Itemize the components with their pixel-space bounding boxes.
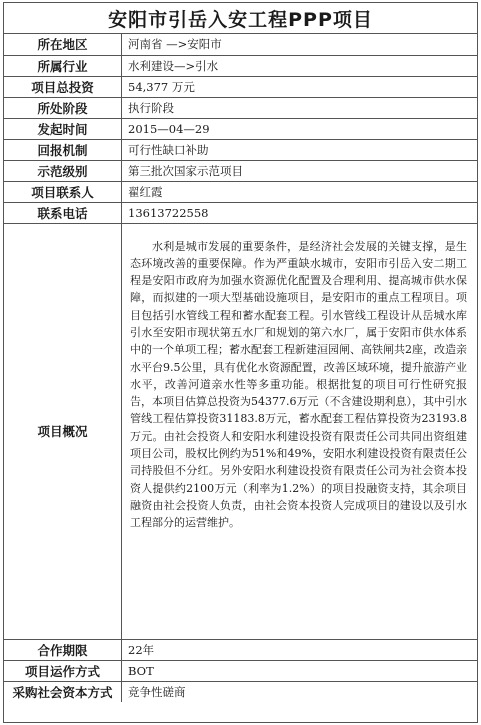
- row-value: BOT: [122, 660, 478, 681]
- overview-cell: [122, 223, 478, 639]
- row-value: 竞争性磋商: [122, 681, 478, 702]
- table-row: [4, 681, 477, 702]
- row-value: 执行阶段: [122, 97, 478, 118]
- row-label: 所在地区: [4, 34, 122, 55]
- row-label: 联系电话: [4, 202, 122, 223]
- row-label: 项目运作方式: [4, 660, 122, 681]
- overview-label: 项目概况: [4, 223, 122, 639]
- table-row: [4, 639, 477, 660]
- project-info-table: [4, 34, 477, 702]
- row-label: 回报机制: [4, 139, 122, 160]
- row-value: 54,377 万元: [122, 76, 478, 97]
- table-row: [4, 660, 477, 681]
- row-value: 可行性缺口补助: [122, 139, 478, 160]
- page-title: 安阳市引岳入安工程PPP项目: [4, 3, 477, 34]
- row-label: 项目联系人: [4, 181, 122, 202]
- row-value: 翟红霞: [122, 181, 478, 202]
- row-value: 河南省 —>安阳市: [122, 34, 478, 55]
- overview-row: [4, 223, 477, 639]
- row-label: 合作期限: [4, 639, 122, 660]
- table-row: [4, 139, 477, 160]
- row-label: 项目总投资: [4, 76, 122, 97]
- table-row: [4, 97, 477, 118]
- row-label: 发起时间: [4, 118, 122, 139]
- row-value: 水利建设—>引水: [122, 55, 478, 76]
- overview-text: 水利是城市发展的重要条件，是经济社会发展的关键支撑，是生态环境改善的重要保障。作为严重缺水城市，安阳市引岳入安二期工程是安阳市政府为加强水资源优化配置及合理利用、提高城市供水保障，而拟建的一项大型基础设施项目，是安阳市的重点工程项目。项目包括引水管线工程和蓄水配套工程。引水管线工程设计从岳城水库引水至安阳市现状第五水厂和规划的第六水厂，属于安阳市供水体系中的一个单项工程；蓄水配套工程新建洹园闸、高铁闸共2座，改造亲水平台9.5公里，具有优化水资源配置，改善区域环境，提升旅游产业水平，改善河道亲水性等多重功能。根据批复的项目可行性研究报告，本项目估算总投资为54377.6万元（不含建设期利息），其中引水管线工程估算投资31183.8万元，蓄水配套工程估算投资为23193.8万元。由社会投资人和安阳水利建设投资有限责任公司共同出资组建项目公司，股权比例约为51%和49%，安阳水利建设投资有限责任公司持股但不分红。另外安阳水利建设投资有限责任公司为社会资本投资人提供约2100万元（利率为1.2%）的项目投融资支持，其余项目融资由社会投资人负责，由社会资本投资人完成项目的建设以及引水工程部分的运营维护。: [130, 239, 467, 530]
- table-row: [4, 202, 477, 223]
- table-row: [4, 118, 477, 139]
- table-row: [4, 34, 477, 55]
- row-label: 采购社会资本方式: [4, 681, 122, 702]
- row-value: 2015—04—29: [122, 118, 478, 139]
- row-value: 第三批次国家示范项目: [122, 160, 478, 181]
- row-value: 13613722558: [122, 202, 478, 223]
- table-row: [4, 55, 477, 76]
- table-row: [4, 160, 477, 181]
- row-label: 示范级别: [4, 160, 122, 181]
- row-label: 所属行业: [4, 55, 122, 76]
- table-row: [4, 76, 477, 97]
- table-row: [4, 181, 477, 202]
- row-label: 所处阶段: [4, 97, 122, 118]
- row-value: 22年: [122, 639, 478, 660]
- project-info-sheet: [3, 2, 478, 723]
